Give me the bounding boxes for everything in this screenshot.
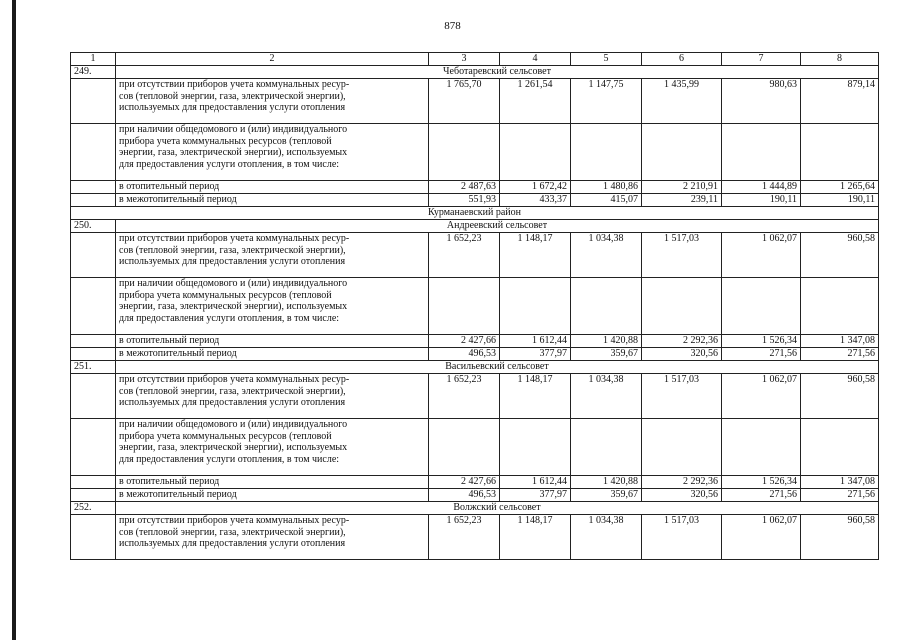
table-row [71, 476, 879, 489]
row-description: в межотопительный период [116, 348, 429, 361]
row-number-cell [71, 278, 116, 335]
page-number: 878 [444, 20, 461, 32]
value-cell: 1 765,70 [429, 79, 500, 124]
value-cell [642, 124, 722, 181]
section-number: 249. [71, 66, 116, 79]
value-cell: 960,58 [801, 233, 879, 278]
value-cell: 1 517,03 [642, 515, 722, 560]
value-cell [801, 278, 879, 335]
row-description: при наличии общедомового и (или) индивидуального прибора учета коммунальных ресурсов (тепловой энергии, газа, электрической энергии), используемых для предоставления услуги отопления, в том числе: [116, 419, 429, 476]
table-row [71, 124, 879, 181]
column-header: 3 [429, 53, 500, 66]
section-title: Волжский сельсовет [116, 502, 879, 515]
table-row [71, 335, 879, 348]
row-description: в отопительный период [116, 335, 429, 348]
column-header: 4 [500, 53, 571, 66]
table-row [71, 374, 879, 419]
row-number-cell [71, 419, 116, 476]
value-cell: 496,53 [429, 489, 500, 502]
table-row [71, 278, 879, 335]
row-description: при отсутствии приборов учета коммунальных ресур- сов (тепловой энергии, газа, электрической энергии), используемых для предоставления услуги отопления [116, 79, 429, 124]
row-number-cell [71, 233, 116, 278]
value-cell: 271,56 [722, 348, 801, 361]
row-number-cell [71, 194, 116, 207]
table-body [71, 53, 879, 560]
value-cell [571, 124, 642, 181]
value-cell: 320,56 [642, 489, 722, 502]
section-title: Андреевский сельсовет [116, 220, 879, 233]
value-cell: 1 062,07 [722, 515, 801, 560]
row-description: при отсутствии приборов учета коммунальных ресур- сов (тепловой энергии, газа, электрической энергии), используемых для предоставления услуги отопления [116, 374, 429, 419]
section-number: 250. [71, 220, 116, 233]
value-cell: 1 147,75 [571, 79, 642, 124]
column-header: 6 [642, 53, 722, 66]
header-row [71, 53, 879, 66]
value-cell: 1 347,08 [801, 476, 879, 489]
row-description: в межотопительный период [116, 194, 429, 207]
section-row [71, 361, 879, 374]
value-cell: 2 210,91 [642, 181, 722, 194]
row-number-cell [71, 348, 116, 361]
section-number: 252. [71, 502, 116, 515]
value-cell: 1 062,07 [722, 374, 801, 419]
value-cell: 1 652,23 [429, 233, 500, 278]
table-row [71, 233, 879, 278]
district-title: Курманаевский район [71, 207, 879, 220]
column-header: 2 [116, 53, 429, 66]
value-cell [571, 278, 642, 335]
table-row [71, 181, 879, 194]
value-cell: 1 148,17 [500, 374, 571, 419]
value-cell: 377,97 [500, 489, 571, 502]
column-header: 8 [801, 53, 879, 66]
value-cell: 190,11 [801, 194, 879, 207]
value-cell: 980,63 [722, 79, 801, 124]
value-cell: 960,58 [801, 374, 879, 419]
tariff-table [70, 52, 879, 560]
value-cell: 1 062,07 [722, 233, 801, 278]
value-cell [722, 124, 801, 181]
value-cell: 359,67 [571, 348, 642, 361]
row-description: в отопительный период [116, 476, 429, 489]
value-cell: 2 427,66 [429, 476, 500, 489]
value-cell: 1 444,89 [722, 181, 801, 194]
section-number: 251. [71, 361, 116, 374]
row-number-cell [71, 79, 116, 124]
row-number-cell [71, 374, 116, 419]
value-cell: 239,11 [642, 194, 722, 207]
value-cell [571, 419, 642, 476]
value-cell: 1 517,03 [642, 233, 722, 278]
district-row [71, 207, 879, 220]
value-cell [722, 278, 801, 335]
value-cell: 2 292,36 [642, 335, 722, 348]
table-row [71, 79, 879, 124]
value-cell [642, 278, 722, 335]
row-number-cell [71, 515, 116, 560]
row-number-cell [71, 124, 116, 181]
value-cell: 1 148,17 [500, 515, 571, 560]
value-cell: 1 261,54 [500, 79, 571, 124]
value-cell: 271,56 [801, 348, 879, 361]
value-cell: 1 612,44 [500, 476, 571, 489]
value-cell: 1 652,23 [429, 374, 500, 419]
row-description: в отопительный период [116, 181, 429, 194]
table-row [71, 515, 879, 560]
value-cell: 879,14 [801, 79, 879, 124]
page-edge-bar [12, 0, 16, 640]
value-cell [801, 124, 879, 181]
column-header: 7 [722, 53, 801, 66]
column-header: 1 [71, 53, 116, 66]
value-cell: 377,97 [500, 348, 571, 361]
value-cell: 1 347,08 [801, 335, 879, 348]
value-cell: 1 034,38 [571, 374, 642, 419]
value-cell [500, 124, 571, 181]
section-row [71, 502, 879, 515]
value-cell: 1 526,34 [722, 476, 801, 489]
row-number-cell [71, 181, 116, 194]
value-cell: 1 148,17 [500, 233, 571, 278]
section-title: Васильевский сельсовет [116, 361, 879, 374]
row-number-cell [71, 489, 116, 502]
value-cell: 1 034,38 [571, 515, 642, 560]
value-cell: 1 526,34 [722, 335, 801, 348]
value-cell: 320,56 [642, 348, 722, 361]
row-description: при отсутствии приборов учета коммунальных ресур- сов (тепловой энергии, газа, электрической энергии), используемых для предоставления услуги отопления [116, 515, 429, 560]
value-cell: 1 652,23 [429, 515, 500, 560]
value-cell [429, 124, 500, 181]
value-cell: 271,56 [801, 489, 879, 502]
value-cell: 1 612,44 [500, 335, 571, 348]
row-description: при наличии общедомового и (или) индивидуального прибора учета коммунальных ресурсов (тепловой энергии, газа, электрической энергии), используемых для предоставления услуги отопления, в том числе: [116, 124, 429, 181]
value-cell: 1 420,88 [571, 335, 642, 348]
value-cell: 496,53 [429, 348, 500, 361]
table-row [71, 489, 879, 502]
value-cell: 1 517,03 [642, 374, 722, 419]
value-cell [429, 419, 500, 476]
value-cell: 551,93 [429, 194, 500, 207]
section-row [71, 66, 879, 79]
value-cell: 1 265,64 [801, 181, 879, 194]
value-cell: 1 034,38 [571, 233, 642, 278]
value-cell: 960,58 [801, 515, 879, 560]
row-description: при наличии общедомового и (или) индивидуального прибора учета коммунальных ресурсов (тепловой энергии, газа, электрической энергии), используемых для предоставления услуги отопления, в том числе: [116, 278, 429, 335]
row-number-cell [71, 335, 116, 348]
section-row [71, 220, 879, 233]
table-row [71, 419, 879, 476]
value-cell [642, 419, 722, 476]
value-cell: 2 427,66 [429, 335, 500, 348]
value-cell: 190,11 [722, 194, 801, 207]
value-cell: 1 420,88 [571, 476, 642, 489]
table-row [71, 194, 879, 207]
column-header: 5 [571, 53, 642, 66]
value-cell [801, 419, 879, 476]
value-cell [500, 278, 571, 335]
value-cell: 271,56 [722, 489, 801, 502]
value-cell [500, 419, 571, 476]
value-cell: 433,37 [500, 194, 571, 207]
value-cell: 2 487,63 [429, 181, 500, 194]
value-cell: 415,07 [571, 194, 642, 207]
row-number-cell [71, 476, 116, 489]
value-cell: 1 672,42 [500, 181, 571, 194]
value-cell [722, 419, 801, 476]
value-cell: 2 292,36 [642, 476, 722, 489]
value-cell: 359,67 [571, 489, 642, 502]
value-cell: 1 435,99 [642, 79, 722, 124]
row-description: при отсутствии приборов учета коммунальных ресур- сов (тепловой энергии, газа, электрической энергии), используемых для предоставления услуги отопления [116, 233, 429, 278]
table-row [71, 348, 879, 361]
value-cell: 1 480,86 [571, 181, 642, 194]
row-description: в межотопительный период [116, 489, 429, 502]
section-title: Чеботаревский сельсовет [116, 66, 879, 79]
value-cell [429, 278, 500, 335]
